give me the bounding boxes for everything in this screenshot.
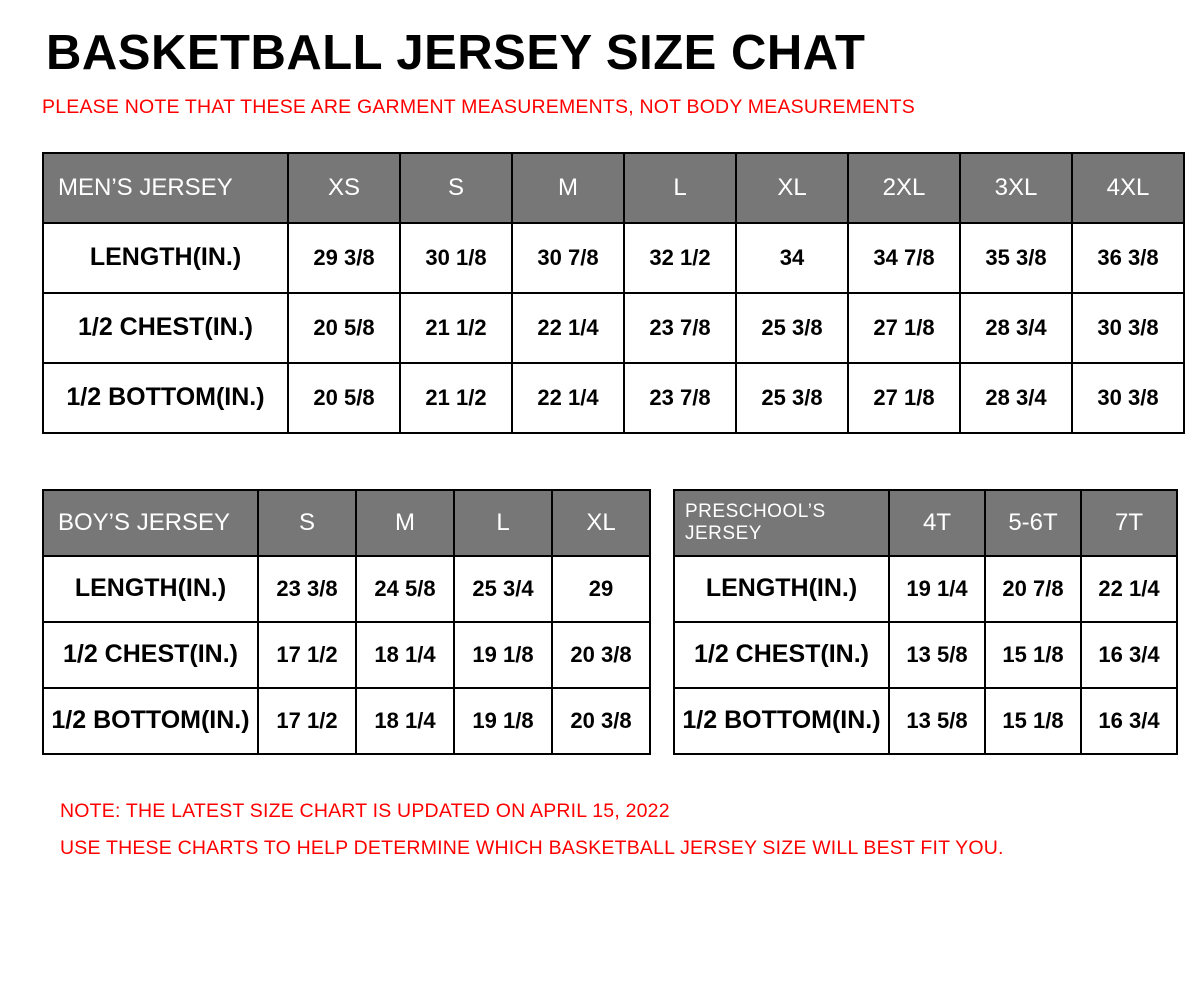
mens-size-header: XL bbox=[736, 153, 848, 223]
boys-header-label: BOY’S JERSEY bbox=[43, 490, 258, 556]
table-cell: 29 3/8 bbox=[288, 223, 400, 293]
note-usage: USE THESE CHARTS TO HELP DETERMINE WHICH BASKETBALL JERSEY SIZE WILL BEST FIT YOU. bbox=[60, 836, 1004, 859]
mens-jersey-size-table bbox=[42, 152, 1185, 434]
table-cell: 19 1/8 bbox=[454, 622, 552, 688]
table-cell: 17 1/2 bbox=[258, 622, 356, 688]
table-cell: 22 1/4 bbox=[1081, 556, 1177, 622]
table-cell: 32 1/2 bbox=[624, 223, 736, 293]
mens-size-header: L bbox=[624, 153, 736, 223]
table-row bbox=[43, 622, 650, 688]
table-cell: 20 3/8 bbox=[552, 688, 650, 754]
table-cell: 30 3/8 bbox=[1072, 293, 1184, 363]
lower-tables-row bbox=[42, 489, 1176, 755]
table-cell: 13 5/8 bbox=[889, 622, 985, 688]
preschool-size-header: 4T bbox=[889, 490, 985, 556]
table-cell: 35 3/8 bbox=[960, 223, 1072, 293]
table-cell: 22 1/4 bbox=[512, 293, 624, 363]
table-cell: 20 5/8 bbox=[288, 293, 400, 363]
table-cell: 22 1/4 bbox=[512, 363, 624, 433]
row-label: LENGTH(IN.) bbox=[43, 556, 258, 622]
boys-size-header: L bbox=[454, 490, 552, 556]
table-cell: 28 3/4 bbox=[960, 293, 1072, 363]
row-label: 1/2 CHEST(IN.) bbox=[43, 293, 288, 363]
table-cell: 25 3/8 bbox=[736, 293, 848, 363]
row-label: 1/2 BOTTOM(IN.) bbox=[674, 688, 889, 754]
table-cell: 29 bbox=[552, 556, 650, 622]
mens-size-header: M bbox=[512, 153, 624, 223]
row-label: 1/2 BOTTOM(IN.) bbox=[43, 688, 258, 754]
table-cell: 25 3/4 bbox=[454, 556, 552, 622]
table-row bbox=[43, 556, 650, 622]
table-cell: 20 5/8 bbox=[288, 363, 400, 433]
table-cell: 23 3/8 bbox=[258, 556, 356, 622]
table-cell: 21 1/2 bbox=[400, 293, 512, 363]
page-title: BASKETBALL JERSEY SIZE CHAT bbox=[46, 26, 866, 80]
row-label: LENGTH(IN.) bbox=[43, 223, 288, 293]
preschool-header-label: PRESCHOOL’S JERSEY bbox=[674, 490, 889, 556]
mens-header-label: MEN’S JERSEY bbox=[43, 153, 288, 223]
mens-size-header: 4XL bbox=[1072, 153, 1184, 223]
table-cell: 20 7/8 bbox=[985, 556, 1081, 622]
table-row bbox=[43, 293, 1184, 363]
preschool-jersey-size-table bbox=[673, 489, 1178, 755]
table-cell: 23 7/8 bbox=[624, 293, 736, 363]
table-cell: 25 3/8 bbox=[736, 363, 848, 433]
boys-size-header: M bbox=[356, 490, 454, 556]
table-cell: 15 1/8 bbox=[985, 622, 1081, 688]
table-cell: 36 3/8 bbox=[1072, 223, 1184, 293]
table-cell: 19 1/4 bbox=[889, 556, 985, 622]
table-header-row bbox=[43, 490, 650, 556]
table-cell: 28 3/4 bbox=[960, 363, 1072, 433]
table-row bbox=[43, 363, 1184, 433]
mens-size-header: XS bbox=[288, 153, 400, 223]
table-cell: 24 5/8 bbox=[356, 556, 454, 622]
table-cell: 17 1/2 bbox=[258, 688, 356, 754]
table-cell: 16 3/4 bbox=[1081, 622, 1177, 688]
table-cell: 34 bbox=[736, 223, 848, 293]
table-cell: 13 5/8 bbox=[889, 688, 985, 754]
table-cell: 23 7/8 bbox=[624, 363, 736, 433]
bottom-notes bbox=[60, 793, 1176, 867]
table-cell: 30 1/8 bbox=[400, 223, 512, 293]
boys-size-header: XL bbox=[552, 490, 650, 556]
table-cell: 19 1/8 bbox=[454, 688, 552, 754]
table-cell: 18 1/4 bbox=[356, 622, 454, 688]
table-cell: 27 1/8 bbox=[848, 293, 960, 363]
table-row bbox=[674, 556, 1177, 622]
row-label: 1/2 CHEST(IN.) bbox=[674, 622, 889, 688]
note-update-date: NOTE: THE LATEST SIZE CHART IS UPDATED ON APRIL 15, 2022 bbox=[60, 799, 670, 822]
preschool-size-header: 5-6T bbox=[985, 490, 1081, 556]
mens-size-header: S bbox=[400, 153, 512, 223]
boys-jersey-size-table bbox=[42, 489, 651, 755]
table-cell: 15 1/8 bbox=[985, 688, 1081, 754]
table-cell: 21 1/2 bbox=[400, 363, 512, 433]
table-cell: 30 3/8 bbox=[1072, 363, 1184, 433]
table-cell: 30 7/8 bbox=[512, 223, 624, 293]
table-row bbox=[43, 223, 1184, 293]
mens-size-header: 2XL bbox=[848, 153, 960, 223]
row-label: 1/2 CHEST(IN.) bbox=[43, 622, 258, 688]
table-cell: 34 7/8 bbox=[848, 223, 960, 293]
table-header-row bbox=[674, 490, 1177, 556]
table-row bbox=[43, 688, 650, 754]
table-header-row bbox=[43, 153, 1184, 223]
garment-measurement-note: PLEASE NOTE THAT THESE ARE GARMENT MEASUREMENTS, NOT BODY MEASUREMENTS bbox=[42, 96, 915, 119]
table-cell: 18 1/4 bbox=[356, 688, 454, 754]
table-cell: 20 3/8 bbox=[552, 622, 650, 688]
table-cell: 16 3/4 bbox=[1081, 688, 1177, 754]
table-row bbox=[674, 688, 1177, 754]
table-row bbox=[674, 622, 1177, 688]
row-label: 1/2 BOTTOM(IN.) bbox=[43, 363, 288, 433]
table-cell: 27 1/8 bbox=[848, 363, 960, 433]
mens-size-header: 3XL bbox=[960, 153, 1072, 223]
preschool-size-header: 7T bbox=[1081, 490, 1177, 556]
row-label: LENGTH(IN.) bbox=[674, 556, 889, 622]
boys-size-header: S bbox=[258, 490, 356, 556]
